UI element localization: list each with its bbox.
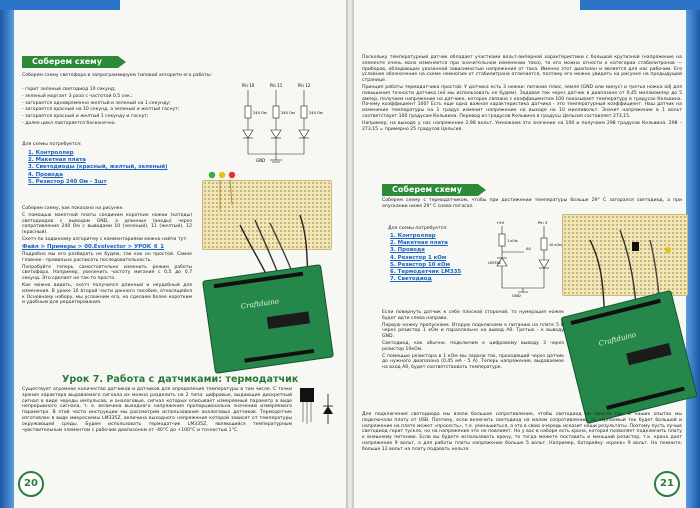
page-number-right: 21 [654,471,680,497]
resistor-label: 240 Ом [309,111,323,115]
part-link[interactable]: 3. Провода [390,247,425,254]
right-page [350,0,700,508]
paragraph: Светодиод, как обычно, подключим к цифровому выводу 3 через резистор 10кОм. [382,340,564,352]
part-link[interactable]: 4. Резистор 1 кОм [390,254,447,261]
left-body-text [22,206,192,307]
page-number-left: 20 [18,471,44,497]
right-intro [382,198,682,211]
assembled-paragraph: Соберем схему, как показано на рисунке. [22,206,124,211]
pin-label: Pin 3 [538,220,548,225]
algorithm-step: - зеленый моргает 3 раза с частотой 0,5 сек.; [22,93,133,99]
gnd-label: GND [512,293,521,298]
paragraph: Поскольку температурный датчик обладает участками вольт-амперной характеристики с большой крутизной (напряжение на элементе очень мало изменяется при значительном изменении тока), то его можно отнести к категории стабилитронов — приборов, обладающих указанной зависимостью напряжения от тока. Именно этот диапазон и является для нас рабочим. Его условное обозначение на схеме немногим от стабилитрона отличается, поэтому его можно увидеть на рисунке на предыдущей странице. [362,55,682,84]
intro-text [22,73,252,80]
sketch-path-link[interactable]: Файл > Примеры > 00.Evolvector > УРОК_6_1 [22,243,165,250]
arduino-board-photo: Craftduino [560,290,697,424]
thermosensor-schematic [488,218,566,298]
paragraph: Подробно мы его разбирать не будем, так как он простой. Самое главное - правильно расписать последовательность. [22,251,192,263]
pin-label: Pin 12 [298,83,311,88]
part-link[interactable]: 1. Контроллер [390,233,436,239]
sensor-label: LM335Z [488,261,501,265]
parts-list [28,150,188,186]
algorithm-step: - загорается красный на 10 секунд, а зеленый и желтый гаснут; [22,107,180,113]
resistor-label: 240 Ом [281,111,295,115]
need-label [22,142,142,149]
part-link[interactable]: 3. Светодиоды (красный, желтый, зеленый) [28,164,168,171]
need-label-text: Для схемы потребуется: [388,226,448,231]
gnd-label: GND [256,158,266,163]
section-heading [22,56,118,68]
left-page-edge-stripe [0,0,14,508]
book-spine [346,0,354,508]
algorithm-step: - загорается одновременно желтый и зеленый на 1 секунду; [22,100,171,106]
paragraph: Скетч по заданному алгоритму с комментариями можно найти тут: [22,236,188,242]
intro-paragraph: Соберем схему светофора и запрограммируем типовой алгоритм его работы: [22,73,213,78]
paragraph: Первую ножку пропускаем. Вторую подключаем к питанию на плате 5 В через резистор 1 кОм и параллельно на вывод А0. Третью - к выводу GND. [382,322,564,340]
paragraph: Например, на выходе у нас напряжение 2,98 вольт. Умножаем это значение на 100 и получаем 298 градусов Кельвина. 298 – 273,15 = примерно 25 градусов Цельсия. [362,120,682,132]
lesson-text [22,387,292,434]
part-link[interactable]: 1. Контроллер [28,150,74,156]
lesson-paragraph: Существует огромное количество датчиков и датчиков для определения температуры в том числе. С точки зрения характера выдаваемого сигнала их можно разделить на 2 типа: цифровые, выдающие дискретный сигнал в виде череды импульсов, и аналоговые, сигнал которых описывает измеряемый параметр в виде непрерывного сигнала, т. е. величина выходного напряжения пропорциональна значению измеряемого параметра. В этой части инструкции мы рассмотрим использование аналоговых датчиков. Термодатчик изготовлен в виде микросхемы LM335Z, величина выходного напряжения которой зависит от температуры окружающей среды. Будем использовать термодатчик LM335Z, являющийся температурным чувствительным элементом с рабочим диапазоном от -40°С до +100°С и точностью 1°С. [22,387,292,433]
right-bottom-text [362,412,682,454]
arduino-board-photo: Craftduino [202,264,334,374]
pin-label: Pin 11 [270,83,283,88]
right-top-text [362,55,682,133]
paragraph: Для подключения светодиода мы взяли большое сопротивление, чтобы светодиод не просто так. В наших опытах мы подключали плату от USB. Поэтому, если включить светодиод на малом сопротивлении, то черпаемый ток будет большой и напряжение на плате может «просесть», т.е. уменьшиться, а это в свою очередь исказит наши результаты. Поэтому пусть лучше светодиод горит тускло, но на напряжение это не повлияет. Но у вас в наборе есть крона, которая позволяет подключить плату к внешнему питанию. Если вы будете использовать крону, то тогда можете поставить и меньший резистор, т.к. крона дает напряжение 9 вольт, а для работы платы напряжение больше 5 вольт. Например, батарейку «крона» 9 вольт. Но помните, больше 12 вольт на плату подавать нельзя. [362,412,682,452]
right-mid-text [382,310,564,372]
need-label [388,226,488,233]
resistor-label: 1 кОм [507,239,518,243]
pin-label: Pin 10 [242,83,255,88]
algorithm-step: - загорается красный и желтый 1 секунду и гаснут; [22,114,149,120]
supply-label: +5V [496,220,505,225]
part-link[interactable]: 2. Макетная плата [390,240,448,247]
need-label-text: Для схемы потребуется: [22,142,82,147]
paragraph: С помощью макетной платы соединим короткие ножки (катоды) светодиодов с выводом GND, а длинные (аноды) через сопротивления 240 Ом с выводами 10 (зеленый), 11 (желтый), 12 (красный). [22,212,192,236]
parts-list [390,233,490,283]
algorithm-step: - горит зеленый светодиод 10 секунд; [22,87,116,92]
paragraph: Принцип работы термодатчика простой. У датчика есть 3 ножки: питание плюс, земля (GND или минус) и третья ножка adj для повышения точности датчика (её мы использовать не будем). Задавая ток через датчик в диапазоне от 0,45 миллиампер до 5 ампер, получаем напряжение на датчике, которое связано с коэффициентом 100 показывает температуру в градусах Кельвина. Почему коэффициент 100? Есть еще одна важная характеристика датчика - это температурный коэффициент. Наш датчик на изменение температуры на 1 градус изменит напряжение на выходе на 10 милливольт. Значит напряжение в 1 вольт соответствует 100 градусам Кельвина. Перевод из градусов Кельвина в градусы Цельсия составляет 273,15. [362,84,682,119]
thermosensor-illustration [290,384,338,434]
paragraph: Если повернуть датчик к себе плоской стороной, то нумерация ножек будет идти слева направо. [382,310,564,321]
part-link[interactable]: 7. Светодиод [390,276,432,283]
section-heading-text: Соберем схему [392,185,462,194]
resistor-label: 10 кОм [549,243,562,247]
part-link[interactable]: 5. Резистор 10 кОм [390,261,450,268]
paragraph: Как можно видеть, скетч получился длинный и неудобный для изменения. В уроке 16 второй части данного пособия, относящейся к Основному набору, мы усложним его, но сделаем более коротким и удобным для редактирования. [22,282,192,306]
top-tab [0,0,120,10]
algorithm-list [22,87,202,128]
algorithm-step: - далее цикл повторяется бесконечно. [22,120,116,126]
paragraph: С помощью резистора в 1 кОм мы задали ток, проходящий через датчик до нужного диапазона (0,45 мА - 5 А). Теперь напряжение, выдаваемое на вход А0, будет соответствовать температуре. [382,353,564,371]
section-heading-text: Соберем схему [32,57,102,66]
section-heading [382,184,478,196]
resistor-label: 240 Ом [253,111,267,115]
traffic-light-schematic [228,80,338,170]
part-link[interactable]: 2. Макетная плата [28,157,86,164]
paragraph: Попробуйте теперь самостоятельно изменить режим работы светофора. Например, увеличить частоту мигания с 0,5 до 0,7 секунд. Это сделает не так-то просто. [22,264,192,282]
part-link[interactable]: 4. Провода [28,171,63,178]
part-link[interactable]: 6. Термодатчик LM335 [390,269,462,276]
lesson-title: Урок 7. Работа с датчиками: термодатчик [62,374,299,385]
top-tab [580,0,700,10]
intro-paragraph: Соберем схему с термодатчиком, чтобы при достижении температуры больше 29° С загорался светодиод, а при опускании ниже 29° С снова погасал. [382,198,682,209]
part-link[interactable]: 5. Резистор 240 Ом - 3шт [28,178,107,185]
a0-label: A0 [526,247,531,251]
